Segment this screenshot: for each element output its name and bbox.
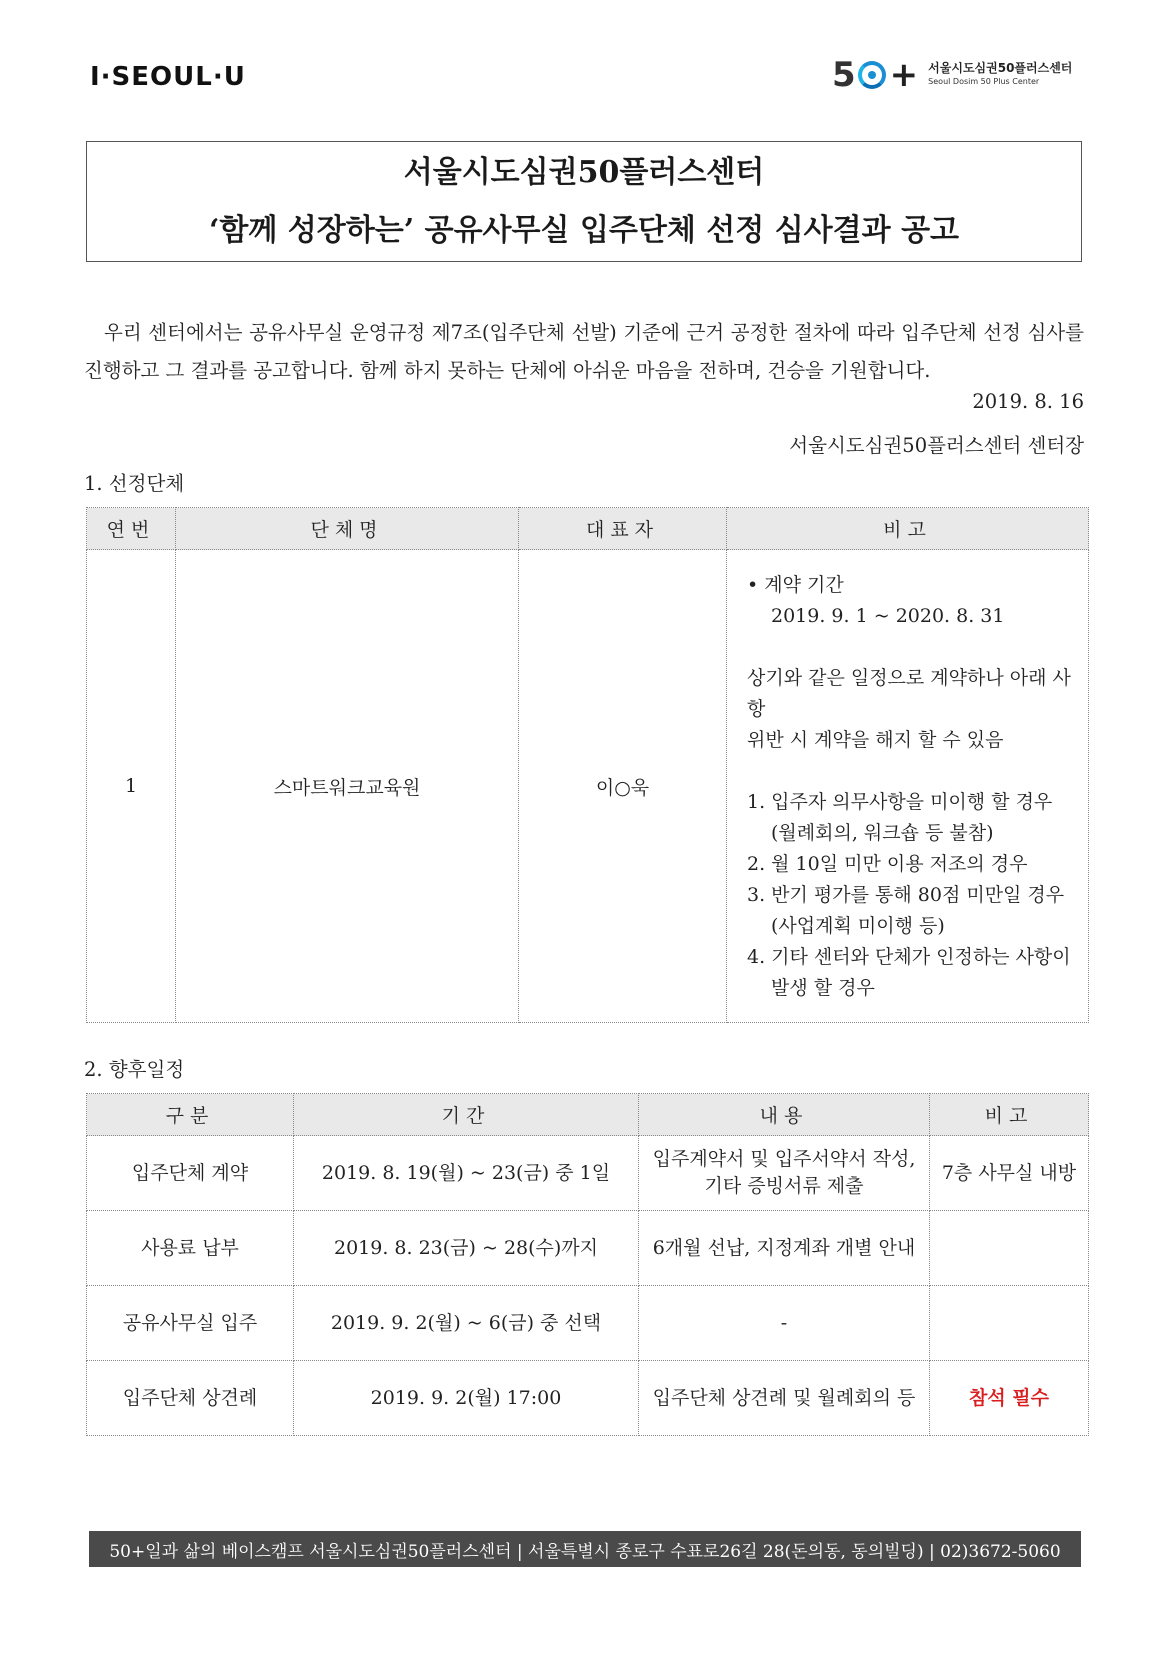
note-item-4b: 발생 할 경우 (771, 977, 875, 999)
notice-date: 2019. 8. 16 (972, 390, 1084, 413)
logo-digit: 5 (832, 55, 856, 95)
note-item-2: 2. 월 10일 미만 이용 저조의 경우 (747, 853, 1028, 875)
center-name-en: Seoul Dosim 50 Plus Center (928, 77, 1040, 86)
note-bullet: • 계약 기간 (747, 574, 844, 596)
logo-plus: + (889, 55, 919, 95)
cell-note (727, 550, 1089, 1023)
intro-paragraph: 우리 센터에서는 공유사무실 운영규정 제7조(입주단체 선발) 기준에 근거 공정한 절차에 따라 입주단체 선정 심사를 진행하고 그 결과를 공고합니다. 함께 하지 못하는 단체에 아쉬운 마음을 전하며, 건승을 기원합니다. (84, 321, 1084, 382)
footer-bar: 50+일과 삶의 베이스캠프 서울시도심권50플러스센터 | 서울특별시 종로구 수표로26길 28(돈의동, 동의빌딩) | 02)3672-5060 (89, 1531, 1081, 1567)
title-line-1: 서울시도심권50플러스센터 (403, 154, 765, 190)
seoul-logo: I·SEOUL·U (90, 62, 246, 92)
schedule-table (86, 1093, 1089, 1436)
cell-period: 2019. 9. 2(월) ~ 6(금) 중 선택 (294, 1286, 639, 1361)
cell-no: 1 (87, 550, 176, 1023)
content-line-2: 기타 증빙서류 제출 (704, 1175, 864, 1197)
cell-category: 공유사무실 입주 (87, 1286, 294, 1361)
col-header-rep: 대표자 (519, 508, 727, 550)
signer: 서울시도심권50플러스센터 센터장 (789, 434, 1084, 457)
cell-period: 2019. 8. 19(월) ~ 23(금) 중 1일 (294, 1136, 639, 1211)
section-2-title: 2. 향후일정 (84, 1058, 185, 1081)
cell-category: 사용료 납부 (87, 1211, 294, 1286)
cell-remark (930, 1286, 1089, 1361)
note-item-1b: (월례회의, 워크숍 등 불참) (771, 822, 994, 844)
note-item-1: 1. 입주자 의무사항을 미이행 할 경우 (747, 791, 1053, 813)
cell-content: 6개월 선납, 지정계좌 개별 안내 (639, 1211, 930, 1286)
table-row (87, 1136, 1089, 1211)
table-row (87, 550, 1089, 1023)
cell-category: 입주단체 계약 (87, 1136, 294, 1211)
cell-content (639, 1136, 930, 1211)
table-row (87, 1286, 1089, 1361)
col-header-category: 구분 (87, 1094, 294, 1136)
col-header-no: 연번 (87, 508, 176, 550)
table-row (87, 1361, 1089, 1436)
cell-category: 입주단체 상견례 (87, 1361, 294, 1436)
cell-org: 스마트워크교육원 (176, 550, 519, 1023)
col-header-content: 내용 (639, 1094, 930, 1136)
cell-content: - (639, 1286, 930, 1361)
col-header-org: 단체명 (176, 508, 519, 550)
note-item-3: 3. 반기 평가를 통해 80점 미만일 경우 (747, 884, 1065, 906)
cell-content: 입주단체 상견례 및 월례회의 등 (639, 1361, 930, 1436)
center-logo-mark (832, 55, 918, 95)
cell-remark (930, 1211, 1089, 1286)
note-warn-1: 상기와 같은 일정으로 계약하나 아래 사항 (747, 667, 1071, 720)
logo-ring-icon (858, 61, 886, 89)
cell-remark: 7층 사무실 내방 (930, 1136, 1089, 1211)
cell-period: 2019. 9. 2(월) 17:00 (294, 1361, 639, 1436)
table-row (87, 1211, 1089, 1286)
note-item-3b: (사업계획 미이행 등) (771, 915, 945, 937)
note-period: 2019. 9. 1 ~ 2020. 8. 31 (771, 605, 1005, 627)
cell-rep: 이○욱 (519, 550, 727, 1023)
col-header-period: 기간 (294, 1094, 639, 1136)
cell-period: 2019. 8. 23(금) ~ 28(수)까지 (294, 1211, 639, 1286)
cell-remark-required: 참석 필수 (930, 1361, 1089, 1436)
content-line-1: 입주계약서 및 입주서약서 작성, (652, 1148, 916, 1170)
center-name-ko: 서울시도심권50플러스센터 (928, 61, 1073, 75)
section-1-title: 1. 선정단체 (84, 472, 185, 495)
center-logo (832, 55, 1072, 95)
title-box (86, 141, 1082, 262)
col-header-note: 비고 (727, 508, 1089, 550)
note-warn-2: 위반 시 계약을 해지 할 수 있음 (747, 729, 1004, 751)
note-item-4: 4. 기타 센터와 단체가 인정하는 사항이 (747, 946, 1071, 968)
col-header-remark: 비고 (930, 1094, 1089, 1136)
selected-org-table (86, 507, 1089, 1023)
title-line-2: ‘함께 성장하는’ 공유사무실 입주단체 선정 심사결과 공고 (208, 212, 960, 248)
